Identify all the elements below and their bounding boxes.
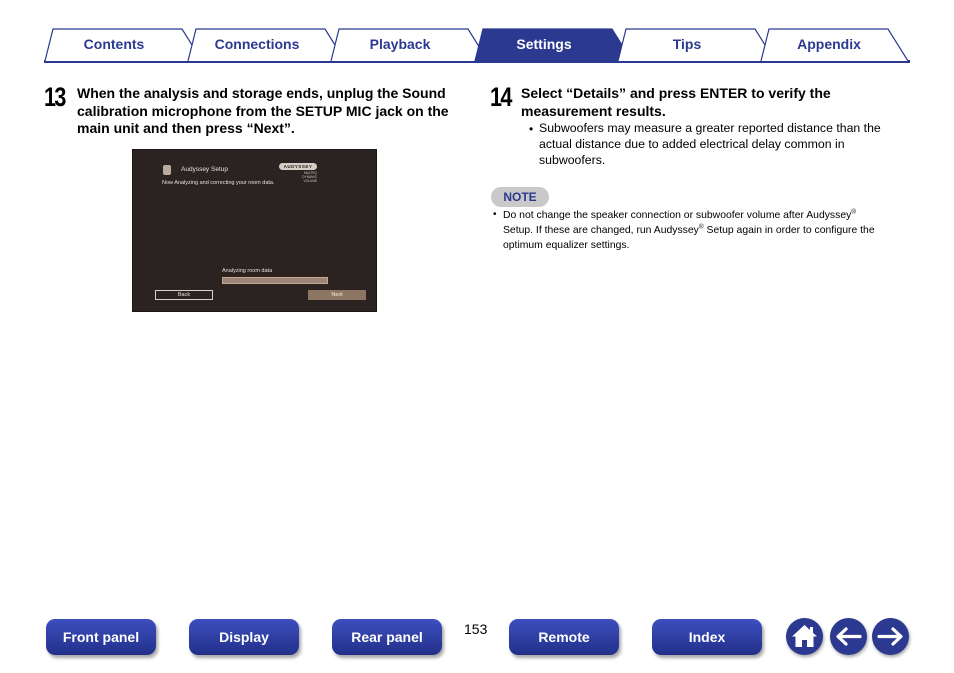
tab-tips[interactable] xyxy=(617,28,777,60)
tab-appendix[interactable] xyxy=(760,28,910,60)
screen-message: Now Analyzing and correcting your room data. xyxy=(162,180,275,186)
rear-panel-button[interactable]: Rear panel xyxy=(332,619,442,655)
tab-settings-label: Settings xyxy=(516,36,572,52)
logo-sub-line-2: DYNAMIC VOLUME xyxy=(302,175,317,183)
screen-back-button: Back xyxy=(155,290,213,300)
display-button[interactable]: Display xyxy=(189,619,299,655)
screen-next-button: Next xyxy=(308,290,366,300)
registered-mark: ® xyxy=(851,208,857,216)
speaker-icon xyxy=(163,165,171,175)
note-line-3: optimum equalizer settings. xyxy=(503,240,630,251)
step-13-line-1: When the analysis and storage ends, unplug the Sound xyxy=(77,85,446,101)
arrow-left-icon xyxy=(830,618,867,655)
home-icon xyxy=(786,618,823,655)
note-line-2-text-b: Setup again in order to configure the xyxy=(703,225,875,236)
tab-playback-label: Playback xyxy=(369,36,431,52)
step-14-bullet-line-3: subwoofers. xyxy=(539,152,606,167)
audyssey-setup-screenshot xyxy=(132,149,377,312)
note-line-2-text-a: Setup. If these are changed, run Audyssey xyxy=(503,225,699,236)
note-line-1 xyxy=(503,208,856,223)
tab-contents-label: Contents xyxy=(83,36,145,52)
index-button[interactable]: Index xyxy=(652,619,762,655)
registered-mark: ® xyxy=(698,223,704,231)
step-13-line-3: main unit and then press “Next”. xyxy=(77,120,295,136)
logo-sub-line-1: MULTEQ xyxy=(303,171,317,175)
front-panel-button[interactable]: Front panel xyxy=(46,619,156,655)
step-14-line-1: Select “Details” and press ENTER to verify the xyxy=(521,85,831,101)
progress-bar xyxy=(222,277,328,284)
audyssey-logo: AUDYSSEY xyxy=(279,163,317,170)
step-14-line-2: measurement results. xyxy=(521,102,666,119)
tab-appendix-label: Appendix xyxy=(797,36,861,52)
remote-button[interactable]: Remote xyxy=(509,619,619,655)
tab-settings[interactable] xyxy=(474,28,634,60)
note-badge: NOTE xyxy=(491,187,549,207)
note-bullet-icon: • xyxy=(493,209,497,220)
arrow-right-icon xyxy=(872,618,909,655)
back-page-button[interactable] xyxy=(830,618,867,655)
step-number-14: 14 xyxy=(490,82,511,112)
step-14-bullet-line-1: Subwoofers may measure a greater reported distance than the xyxy=(539,121,881,135)
forward-page-button[interactable] xyxy=(872,618,909,655)
step-number-13: 13 xyxy=(44,82,65,112)
bullet-icon: • xyxy=(529,122,534,136)
step-13-line-2: calibration microphone from the SETUP MIC jack on the xyxy=(77,102,449,119)
tab-contents[interactable] xyxy=(44,28,204,60)
tab-tips-label: Tips xyxy=(672,36,702,52)
progress-bar-fill xyxy=(223,278,327,283)
home-button[interactable] xyxy=(786,618,823,655)
audyssey-logo-subtitle xyxy=(291,171,317,183)
tab-bar xyxy=(0,0,954,64)
note-line-2 xyxy=(503,223,875,238)
note-line-1-text: Do not change the speaker connection or subwoofer volume after Audyssey xyxy=(503,210,852,221)
tab-connections[interactable] xyxy=(187,28,347,60)
progress-label: Analyzing room data xyxy=(222,268,273,274)
tab-connections-label: Connections xyxy=(214,36,300,52)
screen-title: Audyssey Setup xyxy=(181,166,228,173)
page-number: 153 xyxy=(464,621,488,637)
tab-playback[interactable] xyxy=(330,28,490,60)
step-14-bullet-line-2: actual distance due to added electrical delay common in xyxy=(539,136,845,151)
